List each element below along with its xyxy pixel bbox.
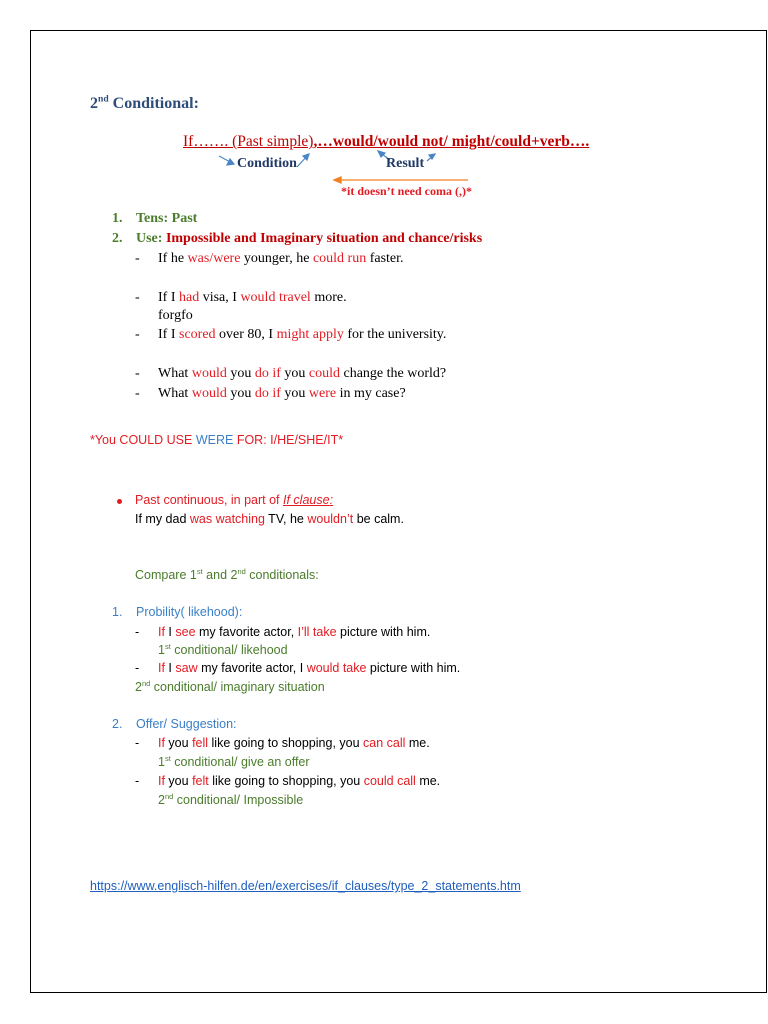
section-probability-title: 1. Probility( likehood): [112,605,243,619]
formula-if-part: If……. (Past simple) [183,133,314,150]
list-item-tens: 1. Tens: Past [112,211,198,226]
dash: - [135,736,140,750]
dash: - [135,251,140,266]
section-offer-title: 2. Offer/ Suggestion: [112,717,237,731]
page-title: 2nd Conditional: [90,93,199,112]
dash: - [135,327,140,342]
bullet-icon [117,499,122,504]
past-continuous-example: If my dad was watching TV, he wouldn’t be calm. [135,512,404,526]
dash: - [135,661,140,675]
exercise-link[interactable]: https://www.englisch-hilfen.de/en/exercises/if_clauses/type_2_statements.htm [90,879,521,893]
compare-heading: Compare 1st and 2nd conditionals: [135,566,319,582]
example-sentence: If I see my favorite actor, I’ll take picture with him. [158,625,431,639]
dash: - [135,625,140,639]
conditional-note: 2nd conditional/ Impossible [158,791,304,807]
example-sentence: What would you do if you were in my case? [158,386,406,401]
result-label: Result [386,156,425,171]
dash: - [135,774,140,788]
list-item-use: 2. Use: Impossible and Imaginary situation and chance/risks [112,231,483,246]
example-sentence: If he was/were younger, he could run faster. [158,251,404,266]
example-sentence: If you felt like going to shopping, you could call me. [158,774,441,788]
dash: - [135,290,140,305]
example-sentence: What would you do if you could change the world? [158,366,447,381]
stray-text: forgfo [158,308,193,323]
example-sentence: If I saw my favorite actor, I would take picture with him. [158,661,461,675]
were-note: *You COULD USE WERE FOR: I/HE/SHE/IT* [90,433,344,447]
dash: - [135,386,140,401]
formula-result-part: ,…would/would not/ might/could+verb…. [313,133,590,150]
past-continuous-title: Past continuous, in part of If clause: [135,493,334,507]
conditional-note: 1st conditional/ likehood [158,641,288,657]
conditional-note: 2nd conditional/ imaginary situation [135,678,325,694]
dash: - [135,366,140,381]
example-sentence: If I had visa, I would travel more. [158,290,347,305]
example-sentence: If you fell like going to shopping, you can call me. [158,736,430,750]
example-sentence: If I scored over 80, I might apply for the university. [158,327,447,342]
conditional-note: 1st conditional/ give an offer [158,753,310,769]
formula-arrows [0,0,768,200]
coma-note: *it doesn’t need coma (,)* [341,184,472,198]
condition-label: Condition [237,156,297,171]
